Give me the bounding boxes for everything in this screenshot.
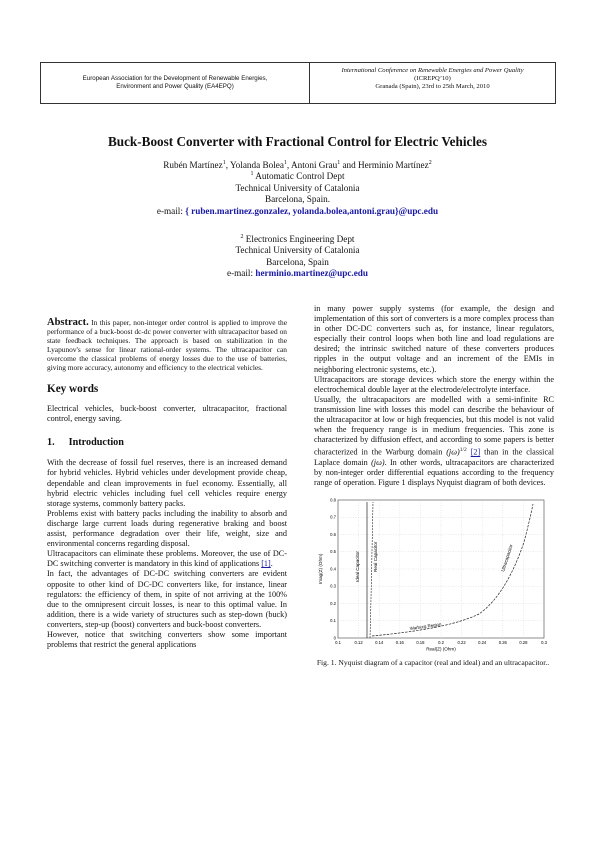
section-heading-introduction: 1. Introduction	[47, 437, 124, 449]
abstract	[47, 318, 287, 372]
author-4: and Herminio Martínez	[340, 160, 429, 170]
abstract-text: In this paper, non-integer order control is applied to improve the performance of a buck-boost dc-dc power converter with ultracapacitor based on state feedback techniques. The approach is based on stabilization in the Lyapunov's sense for linear rational-order systems. The ultracapacitor can overcome the classical problems of energy losses due to the use of batteries, giving more accuracy, autonomy and efficiency to the electrical vehicles.	[47, 318, 287, 372]
citation-link-1[interactable]: [1]	[261, 559, 271, 569]
x-tick: 0.22	[457, 640, 466, 646]
x-tick: 0.16	[395, 640, 404, 646]
author-3: , Antoni Grau	[286, 160, 338, 170]
affiliation-2-email: e-mail: herminio.martinez@upc.edu	[227, 268, 368, 279]
keywords-heading: Key words	[47, 383, 99, 395]
left-column	[47, 318, 287, 650]
conference-acronym: (ICREPQ’10)	[414, 75, 451, 82]
x-tick: 0.28	[519, 640, 528, 646]
association-line2: Environment and Power Quality (EA4EPQ)	[116, 83, 234, 90]
email-link-1[interactable]: { ruben.martinez.gonzalez, yolanda.bolea,antoni.grau}@upc.edu	[185, 205, 439, 216]
x-tick: 0.2	[438, 640, 444, 646]
label-warburg-region: Warburg Region	[409, 622, 442, 632]
intro-paragraph-4: In fact, the advantages of DC-DC switching converters are evident opposite to other kind of DC-DC converters like, for instance, linear regulators: the efficiency of them, in spite of not arriving at the 100% due to the omnipresent circuit losses, is near to this optimal value. In addition, there is a wide variety of structures such as step-down (buck) converters, step-up (boost) converters and buck-boost converters.	[47, 569, 287, 629]
affiliation-2-block	[0, 234, 595, 280]
intro-paragraph-5: However, notice that switching converters show some important problems that restrict the general applications	[47, 629, 287, 650]
conference-name: International Conference on Renewable Energies and Power Quality	[341, 67, 524, 74]
paper-title: Buck-Boost Converter with Fractional Control for Electric Vehicles	[107, 134, 488, 149]
authors-block	[0, 160, 595, 217]
affiliation-1-dept: $^1$ Automatic Control Dept	[250, 171, 345, 182]
association-info	[41, 63, 310, 103]
affiliation-1-university: Technical University of Catalonia	[235, 182, 360, 193]
author-2: , Yolanda Bolea	[225, 160, 284, 170]
y-tick: 0.8	[330, 497, 336, 503]
y-tick: 0.5	[330, 549, 336, 555]
author-list: Rubén Martínez$^1$, Yolanda Bolea$^1$, Antoni Grau$^1$ and Herminio Martínez$^2$	[163, 160, 432, 170]
figure-caption: Fig. 1. Nyquist diagram of a capacitor (real and ideal) and an ultracapacitor..	[316, 657, 550, 667]
right-paragraph-2: Ultracapacitors are storage devices which store the energy within the electrochemical double layer at the electrode/electrolyte interface.	[314, 374, 554, 394]
x-tick: 0.3	[541, 640, 547, 646]
affiliation-1-city: Barcelona, Spain.	[264, 194, 331, 205]
y-tick: 0.1	[330, 618, 336, 624]
y-tick: 0.4	[330, 566, 336, 572]
x-tick: 0.14	[375, 640, 384, 646]
x-tick: 0.24	[478, 640, 487, 646]
conference-info	[310, 63, 555, 103]
author-1: Rubén Martínez	[163, 160, 223, 170]
x-tick: 0.1	[335, 640, 341, 646]
intro-paragraph-1: With the decrease of fossil fuel reserves, there is an increased demand for hybrid vehicles. Hybrid vehicles under development provide cheap, dependable and clean improvements in fuel economy. Essentially, all hybrid electric vehicles including fuel cell vehicles require energy storage systems, commonly battery packs.	[47, 458, 287, 508]
x-tick: 0.26	[498, 640, 507, 646]
association-line1: European Association for the Development of Renewable Energies,	[82, 75, 268, 82]
right-paragraph-3: Usually, the ultracapacitors are modelled with a semi-infinite RC transmission line with losses this model can describe the behaviour of the ultracapacitor at low or high frequencies, but this model is not valid when the frequency range is in medium frequencies. This zone is characterized by diffusion effect, and according to some papers is better characterized in the Warburg domain $(j\omega)^{1/2}$ [2] than in the classical Laplace domain (jω). In other words, ultracapacitors are characterized by non-integer order differential equations according to the frequency range of operation. Figure 1 displays Nyquist diagram of both devices.	[314, 394, 555, 488]
citation-link-2[interactable]: [2]	[470, 448, 481, 458]
label-ideal-capacitor: Ideal Capacitor	[355, 551, 360, 583]
y-tick: 0.7	[330, 515, 336, 521]
y-tick: 0.6	[330, 532, 336, 538]
intro-paragraph-3: Ultracapacitors can eliminate these problems. Moreover, the use of DC-DC switching converter is mandatory in this kind of applications [1].	[47, 549, 287, 569]
intro-paragraph-2: Problems exist with battery packs including the inability to absorb and discharge large current loads during regenerative braking and boost assist, performance degradation over their life, weight, size and environmental concerns regarding disposal.	[47, 508, 287, 549]
abstract-heading: Abstract.	[47, 317, 89, 328]
y-axis-label: Imag(Z) (Ohm)	[318, 554, 323, 585]
y-tick: 0.2	[330, 601, 336, 607]
label-real-capacitor: Real Capacitor	[373, 542, 378, 573]
y-tick-labels	[330, 498, 336, 641]
right-paragraph-1: in many power supply systems (for example, the design and implementation of this sort of converters is a more complex process than in other DC-DC converters such as, for instance, linear regulators, especially their control loops when both line and load regulations are desired; the intrinsic switched nature of these converters produces ripples in the output voltage and an increment of the EMIs in neighboring electronic systems, etc.).	[314, 304, 554, 374]
conference-header	[40, 62, 556, 104]
right-column	[314, 304, 554, 740]
x-tick: 0.12	[354, 640, 363, 646]
label-ultracapacitor: Ultracapacitor	[500, 544, 514, 573]
x-tick: 0.18	[416, 640, 425, 646]
email-link-2[interactable]: herminio.martinez@upc.edu	[255, 268, 368, 279]
affiliation-2-dept: $^2$ Electronics Engineering Dept	[240, 234, 355, 244]
keywords-text: Electrical vehicles, buck-boost converter, ultracapacitor, fractional control, energy saving.	[47, 404, 287, 424]
conference-dates: Granada (Spain), 23rd to 25th March, 2010	[375, 83, 490, 90]
affiliation-2-city: Barcelona, Spain	[266, 256, 329, 267]
x-axis-label: Real(Z) (Ohm)	[426, 646, 456, 652]
affiliation-1-email: e-mail: { ruben.martinez.gonzalez, yolanda.bolea,antoni.grau}@upc.edu	[156, 205, 439, 216]
y-tick: 0.3	[330, 584, 336, 590]
y-tick: 0	[333, 635, 336, 641]
nyquist-plot	[314, 492, 552, 652]
affiliation-2-university: Technical University of Catalonia	[235, 245, 360, 256]
nyquist-figure	[314, 492, 552, 740]
